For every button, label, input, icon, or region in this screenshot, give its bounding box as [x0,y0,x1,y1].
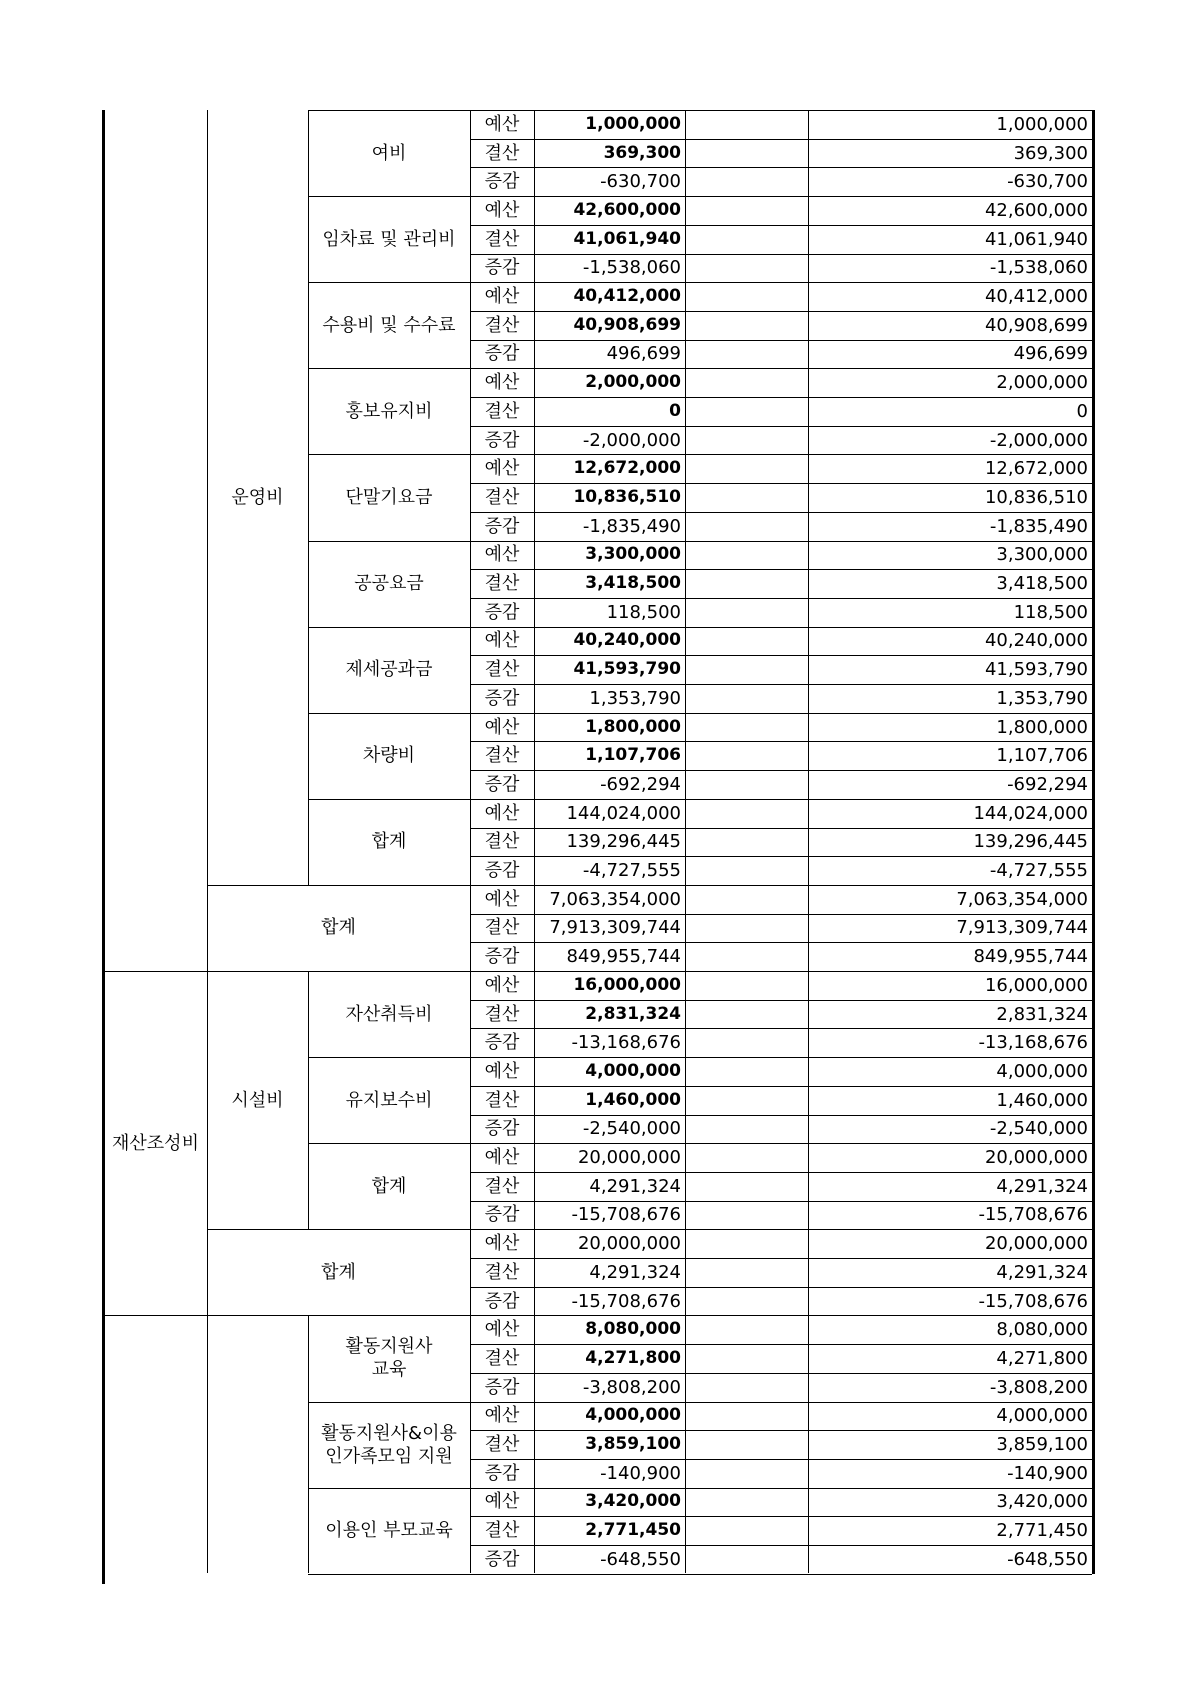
amount-cell: 3,420,000 [585,1491,681,1512]
column-border [1092,110,1095,1574]
total-cell: -2,540,000 [989,1118,1088,1140]
empty-cell [685,569,808,598]
empty-cell [808,1258,940,1287]
total-cell: -15,708,676 [978,1204,1088,1226]
total-cell: 16,000,000 [984,974,1088,996]
amount-cell: 1,353,790 [589,687,681,709]
total-cell: 4,291,324 [996,1175,1088,1197]
amount-cell: 20,000,000 [577,1147,681,1169]
empty-cell [808,397,940,426]
row-type-label: 증감 [484,687,520,709]
row-type-label: 증감 [484,1032,520,1054]
empty-cell [808,196,940,225]
empty-cell [685,1459,808,1488]
empty-cell [808,426,940,455]
amount-cell: -2,540,000 [582,1118,681,1140]
row-border [308,1574,1092,1575]
empty-cell [808,684,940,713]
row-type-label: 예산 [484,458,520,480]
amount-cell: 4,000,000 [585,1060,681,1081]
amount-cell: 849,955,744 [566,946,681,968]
total-cell: 2,771,450 [996,1520,1088,1542]
row-type-label: 결산 [484,831,520,853]
row-type-label: 증감 [484,343,520,365]
empty-cell [685,713,808,742]
amount-cell: 2,771,450 [585,1520,681,1541]
amount-cell: 3,418,500 [585,573,681,594]
empty-cell [808,512,940,541]
column-border [308,1315,309,1573]
total-cell: 41,593,790 [984,659,1088,681]
amount-cell: 1,460,000 [585,1089,681,1110]
empty-cell [808,1402,940,1431]
empty-cell [685,770,808,799]
total-cell: -630,700 [1007,171,1088,193]
row-type-label: 결산 [484,1261,520,1283]
row-type-label: 결산 [484,573,520,595]
amount-cell: 496,699 [606,343,681,365]
empty-cell [808,1201,940,1230]
amount-cell: 8,080,000 [585,1319,681,1340]
row-type-label: 결산 [484,1003,520,1025]
row-type-label: 증감 [484,1462,520,1484]
empty-cell [685,426,808,455]
empty-cell [685,856,808,885]
empty-cell [685,1143,808,1172]
amount-cell: -1,538,060 [582,257,681,279]
row-type-label: 증감 [484,257,520,279]
empty-cell [808,225,940,254]
total-cell: 118,500 [1013,601,1088,623]
total-cell: 1,460,000 [996,1089,1088,1111]
total-cell: 144,024,000 [973,802,1088,824]
empty-cell [808,1115,940,1144]
row-type-label: 결산 [484,1347,520,1369]
amount-cell: 12,672,000 [573,458,681,479]
row-type-label: 예산 [484,544,520,566]
total-cell: 3,418,500 [996,573,1088,595]
empty-cell [685,397,808,426]
total-cell: -15,708,676 [978,1290,1088,1312]
amount-cell: 4,291,324 [589,1261,681,1283]
total-cell: 12,672,000 [984,458,1088,480]
amount-cell: 1,107,706 [585,745,681,766]
column-border [207,1315,208,1573]
empty-cell [685,1344,808,1373]
amount-cell: 40,240,000 [573,630,681,651]
empty-cell [685,1402,808,1431]
empty-cell [685,311,808,340]
empty-cell [685,368,808,397]
row-type-label: 예산 [484,199,520,221]
empty-cell [685,1115,808,1144]
amount-cell: 20,000,000 [577,1233,681,1255]
row-type-label: 결산 [484,228,520,250]
empty-cell [808,770,940,799]
item-label: 합계 [371,831,407,853]
empty-cell [685,799,808,828]
column-border [308,971,309,1229]
empty-cell [808,541,940,570]
total-cell: 10,836,510 [984,486,1088,508]
column-border [534,971,535,1315]
total-cell: 4,000,000 [996,1060,1088,1082]
row-type-label: 예산 [484,716,520,738]
column-border [685,110,686,971]
empty-cell [685,828,808,857]
subtotal-label: 합계 [321,1261,356,1283]
empty-cell [808,1057,940,1086]
empty-cell [808,340,940,369]
empty-cell [808,856,940,885]
empty-cell [685,1172,808,1201]
total-cell: 7,913,309,744 [956,917,1088,939]
row-type-label: 결산 [484,1520,520,1542]
amount-cell: 118,500 [606,601,681,623]
column-border [308,110,309,885]
item-label: 수용비 및 수수료 [322,314,456,336]
empty-cell [808,627,940,656]
row-type-label: 증감 [484,1376,520,1398]
amount-cell: -648,550 [600,1548,681,1570]
empty-cell [808,569,940,598]
row-type-label: 예산 [484,888,520,910]
amount-cell: 1,000,000 [585,113,681,134]
empty-cell [685,1086,808,1115]
empty-cell [808,1430,940,1459]
row-type-label: 증감 [484,946,520,968]
row-type-label: 예산 [484,372,520,394]
amount-cell: 40,908,699 [573,314,681,335]
amount-cell: 3,859,100 [585,1434,681,1455]
empty-cell [808,1315,940,1344]
column-border [470,1315,471,1573]
amount-cell: -15,708,676 [571,1204,681,1226]
row-type-label: 증감 [484,171,520,193]
row-type-label: 결산 [484,1175,520,1197]
empty-cell [685,1430,808,1459]
row-type-label: 결산 [484,314,520,336]
amount-cell: 40,412,000 [573,286,681,307]
column-border [808,971,809,1315]
amount-cell: 4,291,324 [589,1175,681,1197]
row-type-label: 예산 [484,1405,520,1427]
total-cell: 849,955,744 [973,946,1088,968]
empty-cell [685,1201,808,1230]
item-label: 단말기요금 [345,486,433,508]
amount-cell: -15,708,676 [571,1290,681,1312]
total-cell: 496,699 [1013,343,1088,365]
empty-cell [685,196,808,225]
total-cell: -140,900 [1007,1462,1088,1484]
item-label: 홍보유지비 [345,400,433,422]
total-cell: 1,107,706 [996,745,1088,767]
amount-cell: 10,836,510 [573,486,681,507]
empty-cell [808,1373,940,1402]
row-type-label: 결산 [484,917,520,939]
empty-cell [808,1344,940,1373]
empty-cell [685,1287,808,1316]
total-cell: 3,420,000 [996,1491,1088,1513]
empty-cell [808,282,940,311]
total-cell: 4,000,000 [996,1405,1088,1427]
column-border [102,110,105,1584]
item-label: 자산취득비 [345,1003,433,1025]
total-cell: 8,080,000 [996,1319,1088,1341]
empty-cell [685,1057,808,1086]
empty-cell [808,1459,940,1488]
empty-cell [685,1000,808,1029]
row-type-label: 예산 [484,1060,520,1082]
amount-cell: 1,800,000 [585,716,681,737]
total-cell: 369,300 [1013,142,1088,164]
total-cell: 3,859,100 [996,1434,1088,1456]
empty-cell [685,598,808,627]
amount-cell: 41,061,940 [573,228,681,249]
total-cell: 2,831,324 [996,1003,1088,1025]
total-cell: -4,727,555 [989,860,1088,882]
section-label: 재산조성비 [112,1132,199,1154]
category-label: 운영비 [231,486,284,508]
amount-cell: 3,300,000 [585,544,681,565]
empty-cell [685,167,808,196]
row-border [207,885,308,886]
item-label: 여비 [371,142,407,164]
total-cell: 1,353,790 [996,687,1088,709]
empty-cell [685,139,808,168]
amount-cell: 2,831,324 [585,1003,681,1024]
total-cell: 42,600,000 [984,199,1088,221]
empty-cell [685,627,808,656]
row-type-label: 결산 [484,400,520,422]
row-type-label: 예산 [484,630,520,652]
total-cell: 3,300,000 [996,544,1088,566]
amount-cell: 4,000,000 [585,1405,681,1426]
total-cell: -1,835,490 [989,515,1088,537]
column-border [534,110,535,971]
row-type-label: 결산 [484,486,520,508]
total-cell: 139,296,445 [973,831,1088,853]
empty-cell [808,914,940,943]
total-cell: 20,000,000 [984,1233,1088,1255]
column-border [470,110,471,971]
row-type-label: 증감 [484,429,520,451]
column-border [685,971,686,1315]
amount-cell: 2,000,000 [585,372,681,393]
empty-cell [685,282,808,311]
row-type-label: 증감 [484,515,520,537]
empty-cell [685,684,808,713]
empty-cell [685,914,808,943]
subtotal-label: 합계 [321,917,356,939]
amount-cell: -630,700 [600,171,681,193]
amount-cell: 41,593,790 [573,659,681,680]
item-label: 합계 [371,1175,407,1197]
row-type-label: 예산 [484,286,520,308]
empty-cell [685,340,808,369]
empty-cell [808,254,940,283]
item-label: 활동지원사&이용 인가족모임 지원 [321,1422,457,1467]
row-type-label: 예산 [484,1233,520,1255]
empty-cell [808,1545,940,1574]
column-border [534,1315,535,1573]
amount-cell: -4,727,555 [582,860,681,882]
total-cell: -2,000,000 [989,429,1088,451]
empty-cell [685,1373,808,1402]
total-cell: -648,550 [1007,1548,1088,1570]
total-cell: 40,240,000 [984,630,1088,652]
empty-cell [808,741,940,770]
empty-cell [808,828,940,857]
empty-cell [685,1545,808,1574]
empty-cell [808,1488,940,1517]
total-cell: 7,063,354,000 [956,888,1088,910]
empty-cell [808,1028,940,1057]
empty-cell [685,254,808,283]
amount-cell: 4,271,800 [585,1347,681,1368]
column-border [685,1315,686,1573]
column-border [808,1315,809,1573]
column-border [207,971,208,1315]
item-label: 이용인 부모교육 [325,1520,453,1542]
row-type-label: 예산 [484,974,520,996]
column-border [207,110,208,971]
empty-cell [685,454,808,483]
empty-cell [685,541,808,570]
row-type-label: 증감 [484,1118,520,1140]
item-label: 제세공과금 [345,659,433,681]
total-cell: -3,808,200 [989,1376,1088,1398]
item-label: 공공요금 [354,573,424,595]
empty-cell [808,110,940,139]
column-border [808,110,809,971]
empty-cell [685,483,808,512]
empty-cell [685,942,808,971]
empty-cell [808,1287,940,1316]
total-cell: 2,000,000 [996,372,1088,394]
empty-cell [808,1516,940,1545]
amount-cell: -1,835,490 [582,515,681,537]
amount-cell: 139,296,445 [566,831,681,853]
row-type-label: 증감 [484,1548,520,1570]
empty-cell [685,655,808,684]
empty-cell [685,885,808,914]
amount-cell: -2,000,000 [582,429,681,451]
amount-cell: -13,168,676 [571,1032,681,1054]
total-cell: -692,294 [1007,773,1088,795]
total-cell: 0 [1076,400,1088,422]
empty-cell [808,368,940,397]
empty-cell [685,1229,808,1258]
row-type-label: 결산 [484,1434,520,1456]
amount-cell: 16,000,000 [573,974,681,995]
row-type-label: 예산 [484,1319,520,1341]
amount-cell: -3,808,200 [582,1376,681,1398]
row-type-label: 결산 [484,745,520,767]
row-type-label: 예산 [484,113,520,135]
empty-cell [808,483,940,512]
empty-cell [685,1488,808,1517]
row-type-label: 결산 [484,1089,520,1111]
empty-cell [808,713,940,742]
empty-cell [808,1229,940,1258]
empty-cell [808,799,940,828]
total-cell: 4,271,800 [996,1347,1088,1369]
category-label: 시설비 [231,1089,284,1111]
total-cell: 1,800,000 [996,716,1088,738]
empty-cell [685,110,808,139]
empty-cell [808,655,940,684]
empty-cell [685,1028,808,1057]
empty-cell [808,139,940,168]
amount-cell: -692,294 [600,773,681,795]
row-type-label: 증감 [484,1290,520,1312]
column-border [470,971,471,1315]
row-type-label: 증감 [484,1204,520,1226]
empty-cell [685,225,808,254]
empty-cell [808,167,940,196]
empty-cell [808,1086,940,1115]
empty-cell [808,311,940,340]
empty-cell [685,971,808,1000]
total-cell: 40,908,699 [984,314,1088,336]
total-cell: -13,168,676 [978,1032,1088,1054]
empty-cell [685,1315,808,1344]
amount-cell: 369,300 [603,142,681,163]
item-label: 유지보수비 [345,1089,433,1111]
row-type-label: 결산 [484,142,520,164]
row-type-label: 결산 [484,659,520,681]
empty-cell [808,885,940,914]
empty-cell [808,1000,940,1029]
row-type-label: 예산 [484,802,520,824]
total-cell: 40,412,000 [984,286,1088,308]
amount-cell: 0 [669,400,681,421]
empty-cell [808,454,940,483]
total-cell: 41,061,940 [984,228,1088,250]
total-cell: 1,000,000 [996,113,1088,135]
amount-cell: -140,900 [600,1462,681,1484]
row-type-label: 증감 [484,773,520,795]
empty-cell [808,1172,940,1201]
empty-cell [685,512,808,541]
empty-cell [685,1516,808,1545]
item-label: 차량비 [362,745,416,767]
total-cell: 4,291,324 [996,1261,1088,1283]
amount-cell: 42,600,000 [573,199,681,220]
amount-cell: 7,913,309,744 [549,917,681,939]
empty-cell [685,1258,808,1287]
item-label: 임차료 및 관리비 [322,228,456,250]
amount-cell: 144,024,000 [566,802,681,824]
total-cell: 20,000,000 [984,1147,1088,1169]
item-label: 활동지원사 교육 [345,1336,433,1381]
total-cell: -1,538,060 [989,257,1088,279]
empty-cell [808,942,940,971]
row-type-label: 예산 [484,1147,520,1169]
empty-cell [808,598,940,627]
empty-cell [685,741,808,770]
empty-cell [808,971,940,1000]
row-type-label: 증감 [484,601,520,623]
amount-cell: 7,063,354,000 [549,888,681,910]
row-type-label: 증감 [484,860,520,882]
empty-cell [808,1143,940,1172]
row-type-label: 예산 [484,1491,520,1513]
